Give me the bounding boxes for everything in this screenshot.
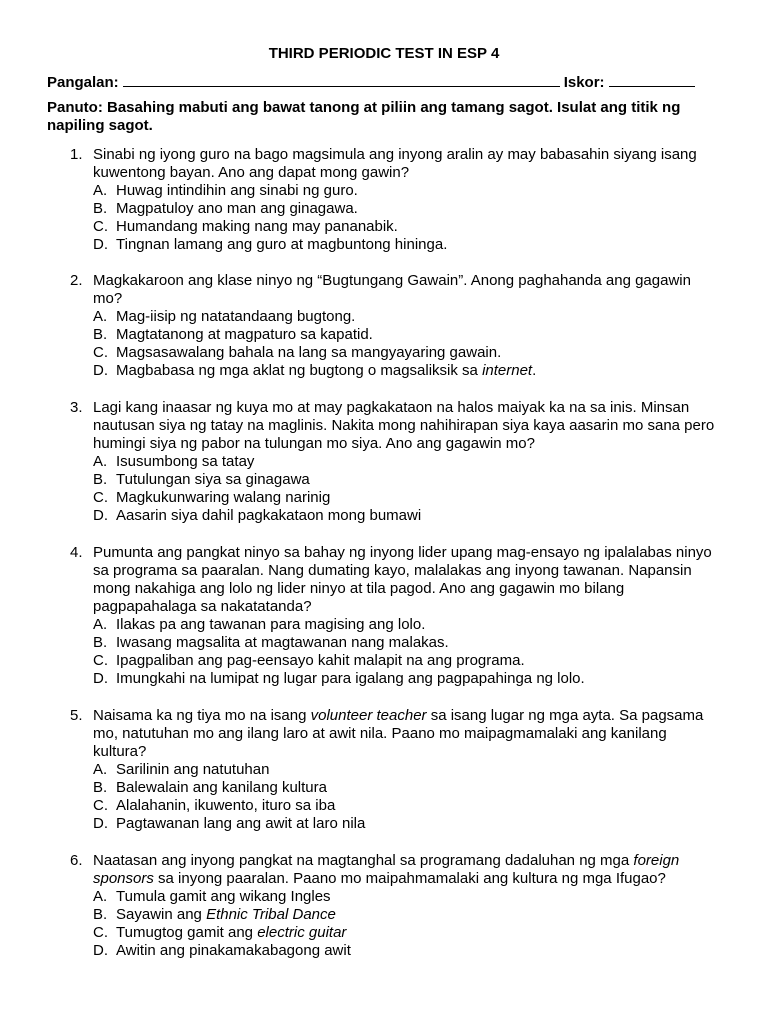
choice-text: Ilakas pa ang tawanan para magising ang lolo. [116,616,426,633]
question-text: Lagi kang inaasar ng kuya mo at may pagkakataon na halos maiyak ka na sa inis. Minsan nautusan siya ng tatay na maglinis. Nakita mong nahihirapan siya kaya aasarin mo sana pero humingi siya ng pabor na tulungan mo siya. Ano ang gagawin mo? [93,399,715,452]
choice-letter: D. [93,236,108,253]
choice-b [93,471,720,489]
choice-letter: D. [93,815,108,832]
question-text: Magkakaroon ang klase ninyo ng “Bugtungang Gawain”. Anong paghahanda ang gagawin mo? [93,272,691,307]
choice-letter: D. [93,362,108,379]
choice-a [93,182,720,200]
choice-a [93,453,720,471]
choice-text: Magbabasa ng mga aklat ng bugtong o magsaliksik sa [116,362,483,379]
question-text-part: sa inyong paaralan. Paano mo maipahmamalaki ang kultura ng mga Ifugao? [153,870,666,887]
choice-b [93,326,720,344]
choice-letter: B. [93,471,108,488]
name-label: Pangalan: [47,74,119,91]
choice-text: Magkukunwaring walang narinig [116,489,331,506]
choice-text: Sarilinin ang natutuhan [116,761,270,778]
choice-c [93,924,720,942]
name-blank-line[interactable] [123,72,560,87]
choice-text: Magtatanong at magpaturo sa kapatid. [116,326,373,343]
question-text-part: sa isang lugar ng mga ayta. Sa pagsama mo, natutuhan mo ang ilang laro at awit nila. Paano mo maipagmamalaki ang kanilang kultura? [93,707,704,760]
choice-d [93,942,720,960]
choice-text: Huwag intindihin ang sinabi ng guro. [116,182,358,199]
question-text: Pumunta ang pangkat ninyo sa bahay ng inyong lider upang mag-ensayo ng ipalalabas ninyo sa programa sa paaralan. Nang dumating kayo, malalakas ang inyong tawanan. Napansin mong nakahiga ang lolo ng lider ninyo at tila pagod. Ano ang gagawin mo bilang pagpapahalaga sa nakatatanda? [93,544,712,615]
choice-text: Aasarin siya dahil pagkakataon mong bumawi [116,507,422,524]
choice-italic-text: Ethnic Tribal Dance [206,906,336,923]
choice-italic-text: internet [482,362,533,379]
choice-letter: A. [93,616,108,633]
question-number: 3. [70,399,83,416]
choice-letter: C. [93,652,108,669]
question-6 [70,852,720,960]
choice-a [93,761,720,779]
choice-d [93,670,720,688]
choice-text: Mag-iisip ng natatandaang bugtong. [116,308,356,325]
question-number: 6. [70,852,83,869]
choice-letter: C. [93,489,108,506]
choice-text: Ipagpaliban ang pag-eensayo kahit malapit na ang programa. [116,652,525,669]
choice-d [93,362,720,380]
choice-letter: A. [93,761,108,778]
choice-text: Iwasang magsalita at magtawanan nang malakas. [116,634,449,651]
choice-b [93,906,720,924]
choice-b [93,200,720,218]
choice-c [93,218,720,236]
choice-text: Awitin ang pinakamakabagong awit [116,942,351,959]
score-label: Iskor: [563,74,605,91]
choice-c [93,652,720,670]
question-4 [70,544,720,688]
choice-italic-text: electric guitar [257,924,347,941]
choice-letter: B. [93,779,108,796]
choice-d [93,507,720,525]
choice-text: Humandang making nang may pananabik. [116,218,398,235]
choice-d [93,815,720,833]
name-score-row [47,72,727,92]
choice-text: Imungkahi na lumipat ng lugar para igalang ang pagpapahinga ng lolo. [116,670,585,687]
choice-b [93,634,720,652]
choice-letter: A. [93,308,108,325]
choice-text: Isusumbong sa tatay [116,453,255,470]
choice-letter: A. [93,453,108,470]
choice-letter: D. [93,507,108,524]
choice-letter: A. [93,888,108,905]
choice-letter: B. [93,200,108,217]
question-number: 4. [70,544,83,561]
choice-letter: B. [93,634,108,651]
question-text [93,707,720,761]
choice-letter: A. [93,182,108,199]
choice-a [93,888,720,906]
choice-letter: C. [93,924,108,941]
choice-text: Magpatuloy ano man ang ginagawa. [116,200,358,217]
question-text [93,852,720,888]
question-italic-text: volunteer teacher [310,707,427,724]
choice-c [93,797,720,815]
choice-letter: B. [93,906,108,923]
question-italic-text: foreign sponsors [93,852,680,887]
question-number: 1. [70,146,83,163]
choice-text: Tutulungan siya sa ginagawa [116,471,310,488]
score-blank-line[interactable] [609,72,695,87]
choice-after-text: . [532,362,537,379]
choice-letter: B. [93,326,108,343]
choice-text: Balewalain ang kanilang kultura [116,779,327,796]
choice-d [93,236,720,254]
choice-text: Alalahanin, ikuwento, ituro sa iba [116,797,336,814]
choice-text: Pagtawanan lang ang awit at laro nila [116,815,366,832]
choice-letter: D. [93,670,108,687]
choice-c [93,489,720,507]
directions-text: Panuto: Basahing mabuti ang bawat tanong at piliin ang tamang sagot. Isulat ang titik ng napiling sagot. [47,99,681,134]
page-title: THIRD PERIODIC TEST IN ESP 4 [268,45,500,62]
question-3 [70,399,720,525]
choice-letter: C. [93,218,108,235]
choice-letter: C. [93,797,108,814]
choice-text: Tumula gamit ang wikang Ingles [116,888,331,905]
question-1 [70,146,720,254]
choice-a [93,308,720,326]
question-text-part: Naatasan ang inyong pangkat na magtanghal sa programang dadaluhan ng mga [93,852,634,869]
question-text: Sinabi ng iyong guro na bago magsimula ang inyong aralin ay may babasahin siyang isang kuwentong bayan. Ano ang dapat mong gawin? [93,146,697,181]
question-5 [70,707,720,833]
choice-letter: D. [93,942,108,959]
choice-letter: C. [93,344,108,361]
choice-c [93,344,720,362]
choice-b [93,779,720,797]
question-number: 2. [70,272,83,289]
question-number: 5. [70,707,83,724]
question-text-part: Naisama ka ng tiya mo na isang [93,707,311,724]
choice-text: Sayawin ang [116,906,207,923]
choice-text: Magsasawalang bahala na lang sa mangyayaring gawain. [116,344,502,361]
question-2 [70,272,720,380]
choice-text: Tingnan lamang ang guro at magbuntong hininga. [116,236,448,253]
choice-a [93,616,720,634]
choice-text: Tumugtog gamit ang [116,924,258,941]
